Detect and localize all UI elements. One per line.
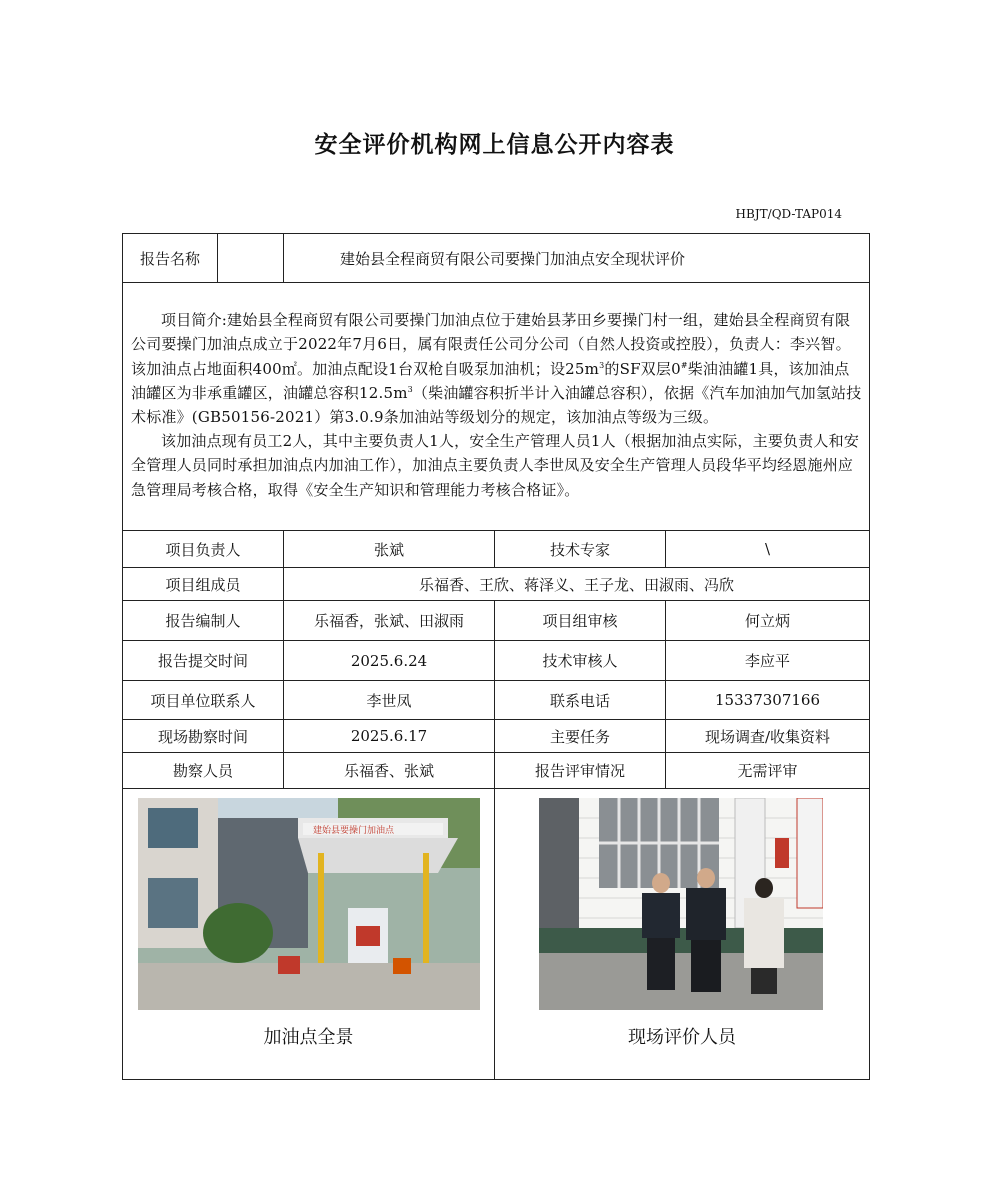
right-photo-cell: [495, 789, 870, 1080]
expert-value: \: [666, 531, 870, 568]
intro-paragraph-2: 该加油点现有员工2人，其中主要负责人1人，安全生产管理人员1人（根据加油点实际，主要负责人和安全管理人员同时承担加油点内加油工作），加油点主要负责人李世凤及安全生产管理人员段华平均经恩施州应急管理局考核合格，取得《安全生产知识和管理能力考核合格证》。: [131, 432, 860, 499]
leader-value: 张斌: [284, 531, 495, 568]
project-intro: [123, 283, 870, 531]
station-sign-text: 建始县要操门加油点: [313, 826, 395, 836]
expert-label: 技术专家: [495, 531, 666, 568]
table-row: [123, 568, 870, 601]
surveyors-value: 乐福香、张斌: [284, 753, 495, 789]
survey-time-value: 2025.6.17: [284, 720, 495, 753]
survey-time-label: 现场勘察时间: [123, 720, 284, 753]
tech-review-value: 李应平: [666, 641, 870, 681]
left-photo-caption: 加油点全景: [263, 1027, 354, 1048]
review-status-value: 无需评审: [666, 753, 870, 789]
review-value: 何立炳: [666, 601, 870, 641]
evaluators-photo: [539, 798, 823, 1010]
document-code: HBJT/QD-TAP014: [735, 207, 842, 221]
submit-time-label: 报告提交时间: [123, 641, 284, 681]
project-intro-row: [123, 283, 870, 531]
review-label: 项目组审核: [495, 601, 666, 641]
task-value: 现场调查/收集资料: [666, 720, 870, 753]
table-row: [123, 720, 870, 753]
report-name-label: 报告名称: [123, 234, 218, 282]
table-row: [123, 681, 870, 720]
info-table: [122, 233, 870, 1080]
table-row: [123, 601, 870, 641]
surveyors-label: 勘察人员: [123, 753, 284, 789]
table-row: [123, 641, 870, 681]
page-title: 安全评价机构网上信息公开内容表: [314, 132, 675, 158]
table-row: [123, 753, 870, 789]
table-row: [123, 531, 870, 568]
review-status-label: 报告评审情况: [495, 753, 666, 789]
photo-row: [123, 789, 870, 1080]
gas-station-photo: [138, 798, 480, 1010]
task-label: 主要任务: [495, 720, 666, 753]
report-name-value: 建始县全程商贸有限公司要操门加油点安全现状评价: [284, 234, 870, 283]
report-name-row: [123, 234, 870, 283]
author-label: 报告编制人: [123, 601, 284, 641]
members-label: 项目组成员: [123, 568, 284, 601]
contact-label: 项目单位联系人: [123, 681, 284, 720]
left-photo-cell: [123, 789, 495, 1080]
leader-label: 项目负责人: [123, 531, 284, 568]
report-name-label-cell: [123, 234, 284, 283]
submit-time-value: 2025.6.24: [284, 641, 495, 681]
intro-paragraph-1: 项目简介:建始县全程商贸有限公司要操门加油点位于建始县茅田乡要操门村一组，建始县全程商贸有限公司要操门加油点成立于2022年7月6日，属有限责任公司分公司（自然人投资或控股），负责人：李兴智。该加油点占地面积400㎡。加油点配设1台双枪自吸泵加油机；设$25m^3$的SF双层0#柴油油罐1具，该加油点油罐区为非承重罐区，油罐总容积$12.5m^3$（柴油罐容积折半计入油罐总容积），依据《汽车加油加气加氢站技术标准》(GB50156-2021）第3.0.9条加油站等级划分的规定，该加油点等级为三级。: [131, 311, 862, 426]
right-photo-caption: 现场评价人员: [628, 1027, 737, 1048]
author-value: 乐福香，张斌、田淑雨: [284, 601, 495, 641]
contact-value: 李世凤: [284, 681, 495, 720]
phone-value: 15337307166: [666, 681, 870, 720]
tech-review-label: 技术审核人: [495, 641, 666, 681]
phone-label: 联系电话: [495, 681, 666, 720]
members-value: 乐福香、王欣、蒋泽义、王子龙、田淑雨、冯欣: [284, 568, 870, 601]
